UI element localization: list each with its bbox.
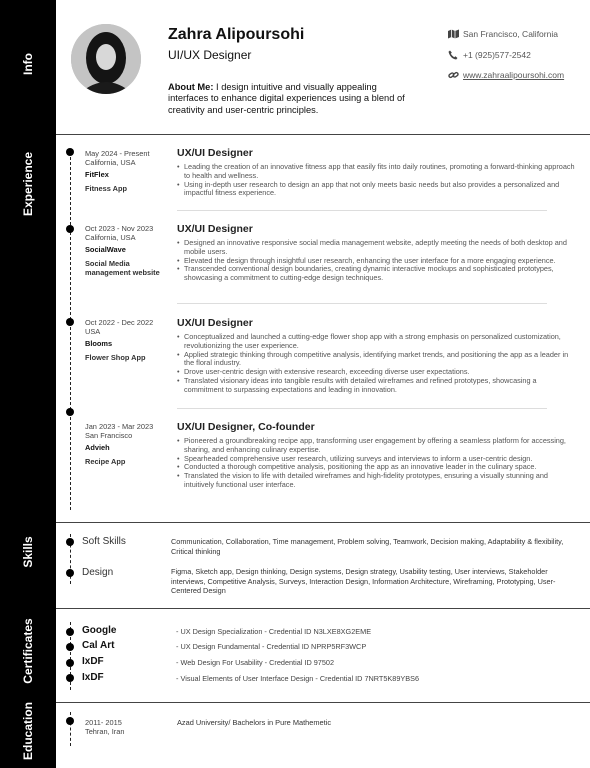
job-bullet: • Pioneered a groundbreaking recipe app, transforming user engagement by offering a seamless platform for accessing, sharing, and enhancing culinary expertise. bbox=[177, 437, 575, 455]
section-divider bbox=[56, 134, 590, 135]
job-bullets bbox=[177, 163, 575, 198]
timeline-dot bbox=[66, 717, 74, 725]
job-details bbox=[177, 421, 575, 490]
cert-issuer: IxDF bbox=[82, 672, 104, 683]
timeline-dot bbox=[66, 674, 74, 682]
education-meta bbox=[85, 718, 124, 736]
job-company: Blooms bbox=[85, 339, 113, 348]
candidate-name: Zahra Alipoursohi bbox=[168, 26, 305, 43]
job-title: UX/UI Designer bbox=[177, 223, 253, 235]
contact-phone bbox=[447, 50, 531, 60]
website-link[interactable]: www.zahraalipoursohi.com bbox=[463, 70, 565, 80]
job-company: SocialWave bbox=[85, 245, 126, 254]
job-bullet: • Translated the vision to life with detailed wireframes and high-fidelity prototypes, ensuring a visually stunning and intuitively functional user interface. bbox=[177, 472, 575, 490]
cert-credential: - UX Design Fundamental - Credential ID NPRP5RF3WCP bbox=[176, 642, 367, 651]
job-separator bbox=[177, 210, 547, 211]
job-bullet: • Leading the creation of an innovative fitness app that easily fits into daily routines, promoting a forward-thinking approach to health and wellness. bbox=[177, 163, 575, 181]
job-location: USA bbox=[85, 327, 101, 336]
education-location: Tehran, Iran bbox=[85, 727, 125, 736]
timeline-dot bbox=[66, 569, 74, 577]
job-bullet: • Spearheaded comprehensive user research, utilizing surveys and interviews to inform a user-centric design. bbox=[177, 455, 575, 464]
job-title: UX/UI Designer bbox=[177, 317, 253, 329]
education-dates: 2011- 2015 bbox=[85, 718, 122, 727]
timeline-dot bbox=[66, 225, 74, 233]
job-product: Flower Shop App bbox=[85, 353, 146, 362]
location-text: San Francisco, California bbox=[463, 29, 558, 39]
job-title: UX/UI Designer, Co-founder bbox=[177, 421, 315, 433]
skill-category: Soft Skills bbox=[82, 536, 126, 547]
job-meta bbox=[85, 318, 165, 362]
job-company: FitFlex bbox=[85, 170, 109, 179]
about-label: About Me: bbox=[168, 82, 214, 92]
job-bullets bbox=[177, 437, 575, 490]
job-company: Advieh bbox=[85, 443, 110, 452]
job-location: California, USA bbox=[85, 158, 136, 167]
job-bullet: • Conducted a thorough competitive analysis, positioning the app as an innovative leader in the culinary space. bbox=[177, 463, 575, 472]
job-bullet: • Using in-depth user research to design an app that not only meets basic needs but also provides a personalized and impactful fitness experience. bbox=[177, 181, 575, 199]
timeline-dot bbox=[66, 318, 74, 326]
job-separator bbox=[177, 408, 547, 409]
phone-text: +1 (925)577-2542 bbox=[463, 50, 531, 60]
about-me bbox=[168, 82, 408, 116]
job-location: San Francisco bbox=[85, 431, 133, 440]
job-dates: May 2024 - Present bbox=[85, 149, 150, 158]
section-divider bbox=[56, 608, 590, 609]
timeline-dot bbox=[66, 148, 74, 156]
cert-credential: - Visual Elements of User Interface Design - Credential ID 7NRT5K89YBS6 bbox=[176, 674, 420, 683]
job-dates: Oct 2023 - Nov 2023 bbox=[85, 224, 154, 233]
job-bullet: • Transcended conventional design boundaries, creating dynamic interactive mockups and sophisticated prototypes, showcasing a commitment to cutting-edge design techniques. bbox=[177, 265, 575, 283]
job-bullet: • Drove user-centric design with extensive research, exceeding diverse user expectations. bbox=[177, 368, 575, 377]
contact-website[interactable] bbox=[447, 70, 564, 80]
job-location: California, USA bbox=[85, 233, 136, 242]
about-text: I design intuitive and visually appealing interfaces to enhance digital experiences using a blend of creativity and user-centric principles. bbox=[168, 82, 405, 115]
job-bullet: • Translated visionary ideas into tangible results with detailed wireframes and refined prototypes, showcasing a commitment to surpassing expectations and leading in innovation. bbox=[177, 377, 575, 395]
contact-location bbox=[447, 29, 558, 39]
job-meta bbox=[85, 224, 165, 277]
job-bullets bbox=[177, 239, 575, 283]
job-separator bbox=[177, 303, 547, 304]
education-degree: Azad University/ Bachelors in Pure Mathemetic bbox=[177, 718, 332, 727]
cert-credential: - UX Design Specialization - Credential ID N3LXE8XG2EME bbox=[176, 627, 372, 636]
timeline-dot bbox=[66, 408, 74, 416]
job-dates: Jan 2023 - Mar 2023 bbox=[85, 422, 154, 431]
job-product: Recipe App bbox=[85, 457, 126, 466]
job-bullet: • Designed an innovative responsive social media management website, adeptly meeting the needs of both desktop and mobile users. bbox=[177, 239, 575, 257]
job-product: Fitness App bbox=[85, 184, 128, 193]
avatar bbox=[71, 24, 141, 94]
timeline-dot bbox=[66, 659, 74, 667]
profile-photo bbox=[71, 24, 141, 94]
job-product: Social Media management website bbox=[85, 259, 160, 277]
job-details bbox=[177, 147, 575, 198]
phone-icon bbox=[447, 50, 459, 60]
section-divider bbox=[56, 702, 590, 703]
section-divider bbox=[56, 522, 590, 523]
skill-category: Design bbox=[82, 567, 114, 578]
job-meta bbox=[85, 422, 165, 466]
job-bullet: • Elevated the design through insightful user research, enhancing the user interface for a more engaging experience. bbox=[177, 257, 575, 266]
timeline-dot bbox=[66, 628, 74, 636]
candidate-role: UI/UX Designer bbox=[168, 48, 252, 62]
skill-list: Figma, Sketch app, Design thinking, Design systems, Design strategy, Usability testing, User interviews, Stakeholder interviews, Competitive Analysis, Surveys, Interaction Design, Information Architecture, Wireframing, Prototyping, User-Centered Design bbox=[171, 567, 556, 596]
job-bullets bbox=[177, 333, 575, 395]
job-title: UX/UI Designer bbox=[177, 147, 253, 159]
timeline-dot bbox=[66, 643, 74, 651]
job-bullet: • Applied strategic thinking through competitive analysis, identifying market trends, and positioning the app as a leader in the floral industry. bbox=[177, 351, 575, 369]
cert-issuer: IxDF bbox=[82, 656, 104, 667]
job-bullet: • Conceptualized and launched a cutting-edge flower shop app with a strong emphasis on personalized customization, revolutionizing the user experience. bbox=[177, 333, 575, 351]
map-icon bbox=[447, 29, 459, 39]
experience-timeline bbox=[70, 152, 71, 510]
job-meta bbox=[85, 149, 165, 193]
timeline-dot bbox=[66, 538, 74, 546]
skill-list: Communication, Collaboration, Time management, Problem solving, Teamwork, Decision making, Adaptability & flexibility, Critical thinking bbox=[171, 537, 564, 556]
cert-issuer: Google bbox=[82, 625, 117, 636]
cert-issuer: Cal Art bbox=[82, 640, 115, 651]
job-details bbox=[177, 223, 575, 283]
cert-credential: - Web Design For Usability - Credential ID 97502 bbox=[176, 658, 335, 667]
job-details bbox=[177, 317, 575, 395]
job-dates: Oct 2022 - Dec 2022 bbox=[85, 318, 154, 327]
link-icon bbox=[447, 70, 459, 80]
